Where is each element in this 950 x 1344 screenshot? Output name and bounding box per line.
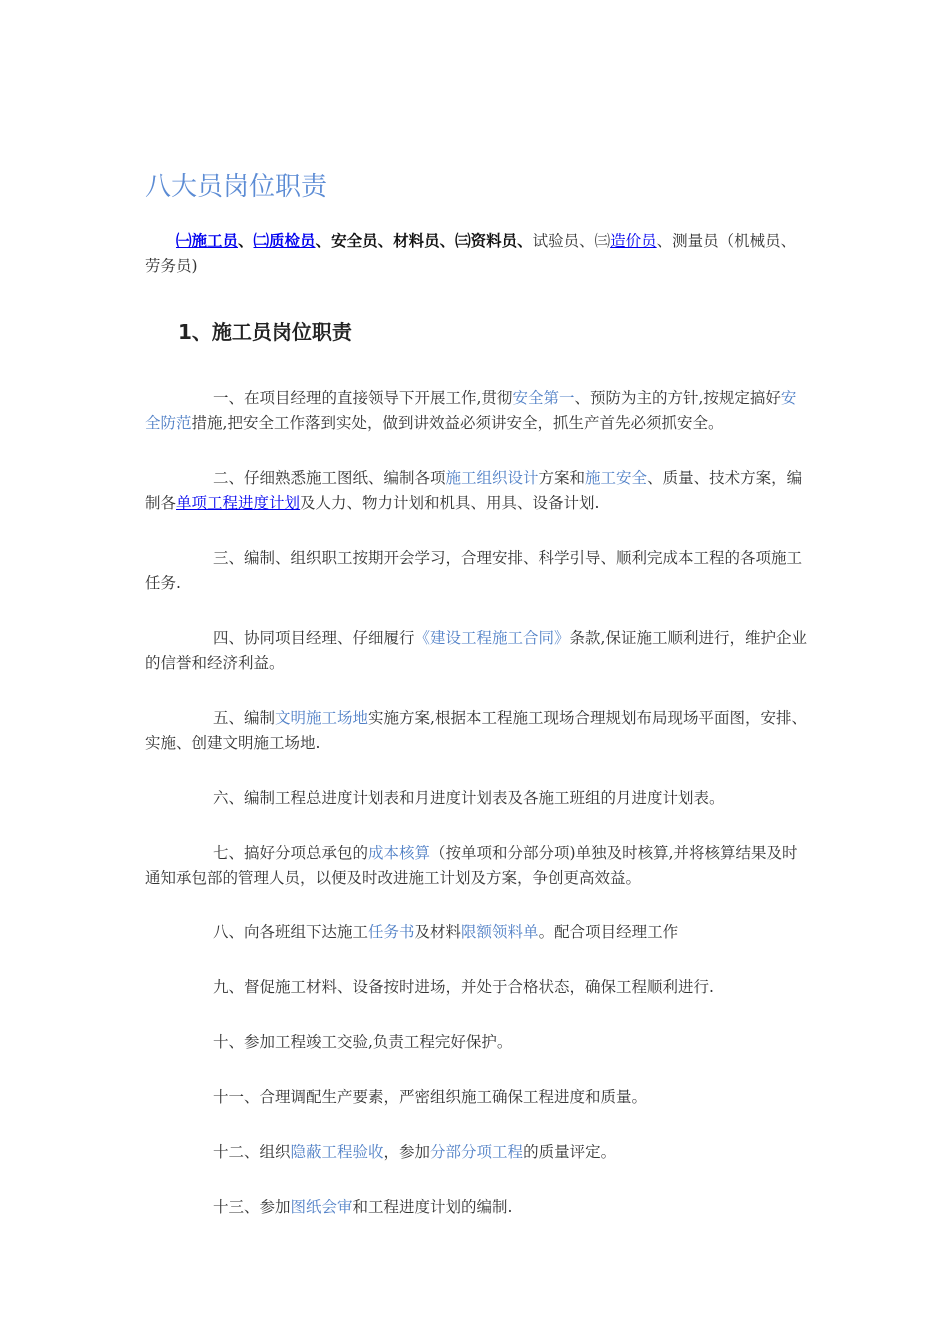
link-material-requisition[interactable]: 限额领料单 [461, 923, 539, 941]
duty-text: 、质量、技术方案，编制各 [145, 469, 803, 512]
duty-text: 十三、参加 [213, 1198, 291, 1216]
duty-item [145, 466, 810, 516]
duty-text: 十二、组织 [213, 1143, 291, 1161]
intro-text: 试验员、㈢ [532, 232, 611, 250]
duty-item [145, 841, 810, 891]
link-construction-org-design[interactable]: 施工组织设计 [445, 469, 539, 487]
duty-text: 方案和 [538, 469, 586, 487]
link-safety-first[interactable]: 安全第一 [512, 389, 575, 407]
link-construction-worker[interactable]: ㈠施工员 [176, 231, 239, 250]
duty-text: 三、编制、组织职工按期开会学习，合理安排、科学引导、顺利完成本工程的各项施工任务. [145, 549, 803, 592]
duty-item [145, 1195, 810, 1220]
link-task-order[interactable]: 任务书 [368, 923, 415, 941]
duty-text: 的质量评定。 [523, 1143, 617, 1161]
duty-item [145, 706, 810, 756]
duty-text: 实施方案,根据本工程施工现场合理规划布局现场平面图，安排、实施、创建文明施工场地. [145, 709, 807, 752]
duty-text: 及人力、物力计划和机具、用具、设备计划. [300, 494, 600, 512]
duty-item [145, 1030, 810, 1055]
duty-text: 和工程进度计划的编制. [352, 1198, 513, 1216]
link-concealed-works[interactable]: 隐蔽工程验收 [290, 1143, 384, 1161]
intro-paragraph [145, 228, 810, 279]
duty-item [145, 626, 810, 676]
duty-text: 十一、合理调配生产要素，严密组织施工确保工程进度和质量。 [213, 1088, 648, 1106]
link-civilized-site[interactable]: 文明施工场地 [275, 709, 369, 727]
intro-text: 、测量员（机械员、劳务员) [145, 232, 797, 275]
duty-text: 。配合项目经理工作 [538, 923, 679, 941]
link-construction-contract[interactable]: 《建设工程施工合同》 [414, 629, 570, 647]
duty-text: 十、参加工程竣工交验,负责工程完好保护。 [213, 1033, 513, 1051]
page-title: 八大员岗位职责 [145, 172, 328, 202]
link-drawing-review[interactable]: 图纸会审 [290, 1198, 353, 1216]
duty-item [145, 975, 810, 1000]
intro-separator: 、 [238, 231, 254, 250]
duty-text: 八、向各班组下达施工 [213, 923, 369, 941]
duty-text: 、预防为主的方针,按规定搞好 [574, 389, 781, 407]
duty-item [145, 786, 810, 811]
duty-text: 一、在项目经理的直接领导下开展工作,贯彻 [213, 389, 513, 407]
duty-text: 五、编制 [213, 709, 276, 727]
duty-text: 七、搞好分项总承包的 [213, 844, 369, 862]
duty-text: （按单项和分部分项)单独及时核算,并将核算结果及时通知承包部的管理人员，以便及时改进施工计划及方案，争创更高效益。 [145, 844, 798, 887]
duty-item [145, 546, 810, 596]
duty-text: 措施,把安全工作落到实处，做到讲效益必须讲安全，抓生产首先必须抓安全。 [191, 414, 724, 432]
duty-text: 及材料 [414, 923, 462, 941]
duty-text: 六、编制工程总进度计划表和月进度计划表及各施工班组的月进度计划表。 [213, 789, 725, 807]
link-project-schedule[interactable]: 单项工程进度计划 [176, 494, 301, 512]
link-cost-estimator[interactable]: 造价员 [610, 232, 657, 250]
duty-text: ，参加 [383, 1143, 431, 1161]
link-cost-accounting[interactable]: 成本核算 [368, 844, 431, 862]
duty-text: 二、仔细熟悉施工图纸、编制各项 [213, 469, 446, 487]
intro-text: 安全员、材料员、㈢资料员、 [331, 231, 533, 250]
duty-text: 九、督促施工材料、设备按时进场，并处于合格状态，确保工程顺利进行. [213, 978, 714, 996]
intro-separator: 、 [315, 231, 332, 250]
section-title: 1、施工员岗位职责 [178, 320, 352, 344]
link-quality-inspector[interactable]: ㈡质检员 [253, 231, 316, 250]
duty-text: 四、协同项目经理、仔细履行 [213, 629, 415, 647]
link-construction-safety[interactable]: 施工安全 [585, 469, 648, 487]
duty-item [145, 1085, 810, 1110]
duty-item [145, 920, 810, 945]
duty-item [145, 386, 810, 436]
duty-item [145, 1140, 810, 1165]
link-sub-projects[interactable]: 分部分项工程 [430, 1143, 524, 1161]
duty-text: 条款,保证施工顺利进行，维护企业的信誉和经济利益。 [145, 629, 807, 672]
link-safety-prevention[interactable]: 安全防范 [145, 389, 797, 432]
